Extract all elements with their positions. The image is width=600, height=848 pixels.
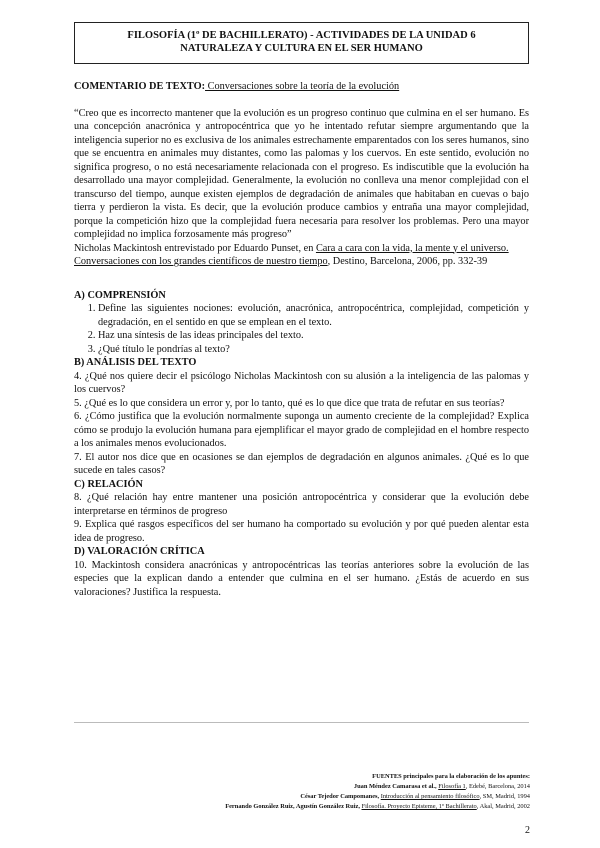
list-item: 3. ¿Qué título le pondrías al texto? xyxy=(98,343,529,357)
source-title: Filosofía 1 xyxy=(438,783,466,790)
source-publisher: , Akal, Madrid, 2002 xyxy=(476,803,530,810)
section-valoracion: D) VALORACIÓN CRÍTICA xyxy=(74,546,205,557)
source-line xyxy=(225,782,530,792)
source-publisher: , Destino, Barcelona, 2006, pp. 332-39 xyxy=(327,256,488,267)
comentario-heading xyxy=(74,80,529,94)
comentario-title: Conversaciones sobre la teoría de la evolución xyxy=(205,81,400,92)
source-book: Cara a cara con la vida, la mente y el universo. Conversaciones con los grandes científicos de nuestro tiempo xyxy=(74,242,509,267)
sources-heading: FUENTES principales para la elaboración de los apuntes: xyxy=(372,773,530,780)
question-10: 10. Mackintosh considera anacrónicas y antropocéntricas las teorías anteriores sobre la evolución de las especies que la explican dando a entender que culmina en el ser humano. ¿Estás de acuerdo en sus valoraciones? Justifica la respuesta. xyxy=(74,559,529,598)
source-title: Filosofía. Proyecto Episteme, 1º Bachillerato xyxy=(361,803,477,810)
header-subtitle: NATURALEZA Y CULTURA EN EL SER HUMANO xyxy=(180,43,423,54)
source-publisher: , SM, Madrid, 1994 xyxy=(479,793,530,800)
source-author: Nicholas Mackintosh entrevistado por Eduardo Punset, en xyxy=(74,242,316,254)
section-relacion: C) RELACIÓN xyxy=(74,478,143,490)
question-6: 6. ¿Cómo justifica que la evolución normalmente suponga un aumento creciente de la complejidad? Explica cómo se produjo la evolución humana para ejemplificar el mayor grado de complejidad en el hombre respecto a los animales menos evolucionados. xyxy=(74,411,529,449)
main-content xyxy=(74,80,529,599)
sources-block xyxy=(225,772,530,812)
question-7: 7. El autor nos dice que en ocasiones se dan ejemplos de degradación en algunos animales. ¿Qué es lo que sucede en tales casos? xyxy=(74,451,529,476)
source-publisher: , Edebé, Barcelona, 2014 xyxy=(465,783,530,790)
list-item: 1. Define las siguientes nociones: evolución, anacrónica, antropocéntrica, complejidad, competición y degradación, en el sentido en que se emplean en el texto. xyxy=(98,302,529,329)
question-4: 4. ¿Qué nos quiere decir el psicólogo Nicholas Mackintosh con su alusión a la inteligencia de las palomas y los cuervos? xyxy=(74,370,529,395)
source-line xyxy=(225,802,530,812)
source-author: César Tejedor Campomanes, xyxy=(300,793,381,800)
document-header xyxy=(74,22,529,64)
quote-source xyxy=(74,242,529,269)
comprension-list xyxy=(74,302,529,356)
section-analisis: B) ANÁLISIS DEL TEXTO xyxy=(74,357,197,368)
source-author: Fernando González Ruiz, Agustín González Ruiz, xyxy=(225,803,362,810)
quote-text: “Creo que es incorrecto mantener que la evolución es un progreso continuo que culmina en el ser humano. Es una concepción anacrónica y antropocéntrica que yo he intentado refutar siempre argumentando que la inteligencia superior no es exclusiva de los animales estrechamente emparentados con los seres humanos, sino que se encuentra en animales muy distantes, como las palomas y los cuervos. En este sentido, evolución no significa progreso, o no está necesariamente relacionada con el progreso. Es indiscutible que la evolución ha desarrollado una mayor complejidad. Generalmente, la evolución no conlleva una menor complejidad con el transcurso del tiempo, aunque existen ejemplos de degradación de animales que habitaban en cuevas o bajo tierra y perdieron la vista. Es decir, que la evolución produce cambios y entraña una mayor complejidad, porque la competición hizo que la complejidad fuera necesaria para resolver los problemas. Pero una mayor complejidad no implica forzosamente más progreso” xyxy=(74,107,529,240)
source-line xyxy=(225,792,530,802)
comentario-label: COMENTARIO DE TEXTO: xyxy=(74,81,206,92)
list-item: 2. Haz una síntesis de las ideas principales del texto. xyxy=(98,329,529,343)
question-5: 5. ¿Qué es lo que considera un error y, por lo tanto, qué es lo que dice que trata de refutar en sus teorías? xyxy=(74,397,505,409)
page-number: 2 xyxy=(525,825,530,836)
source-author: Juan Méndez Camarasa et al., xyxy=(353,783,439,790)
header-title: FILOSOFÍA (1º DE BACHILLERATO) - ACTIVIDADES DE LA UNIDAD 6 xyxy=(127,30,476,41)
footer-divider xyxy=(74,722,529,723)
question-8: 8. ¿Qué relación hay entre mantener una posición antropocéntrica y considerar que la evolución debe interpretarse en términos de progreso xyxy=(74,492,529,517)
source-title: Introducción al pensamiento filosófico xyxy=(380,793,480,800)
question-9: 9. Explica qué rasgos específicos del ser humano ha comportado su evolución y por qué pueden alentar esta idea de progreso. xyxy=(74,519,529,544)
section-comprension: A) COMPRENSIÓN xyxy=(74,289,166,301)
